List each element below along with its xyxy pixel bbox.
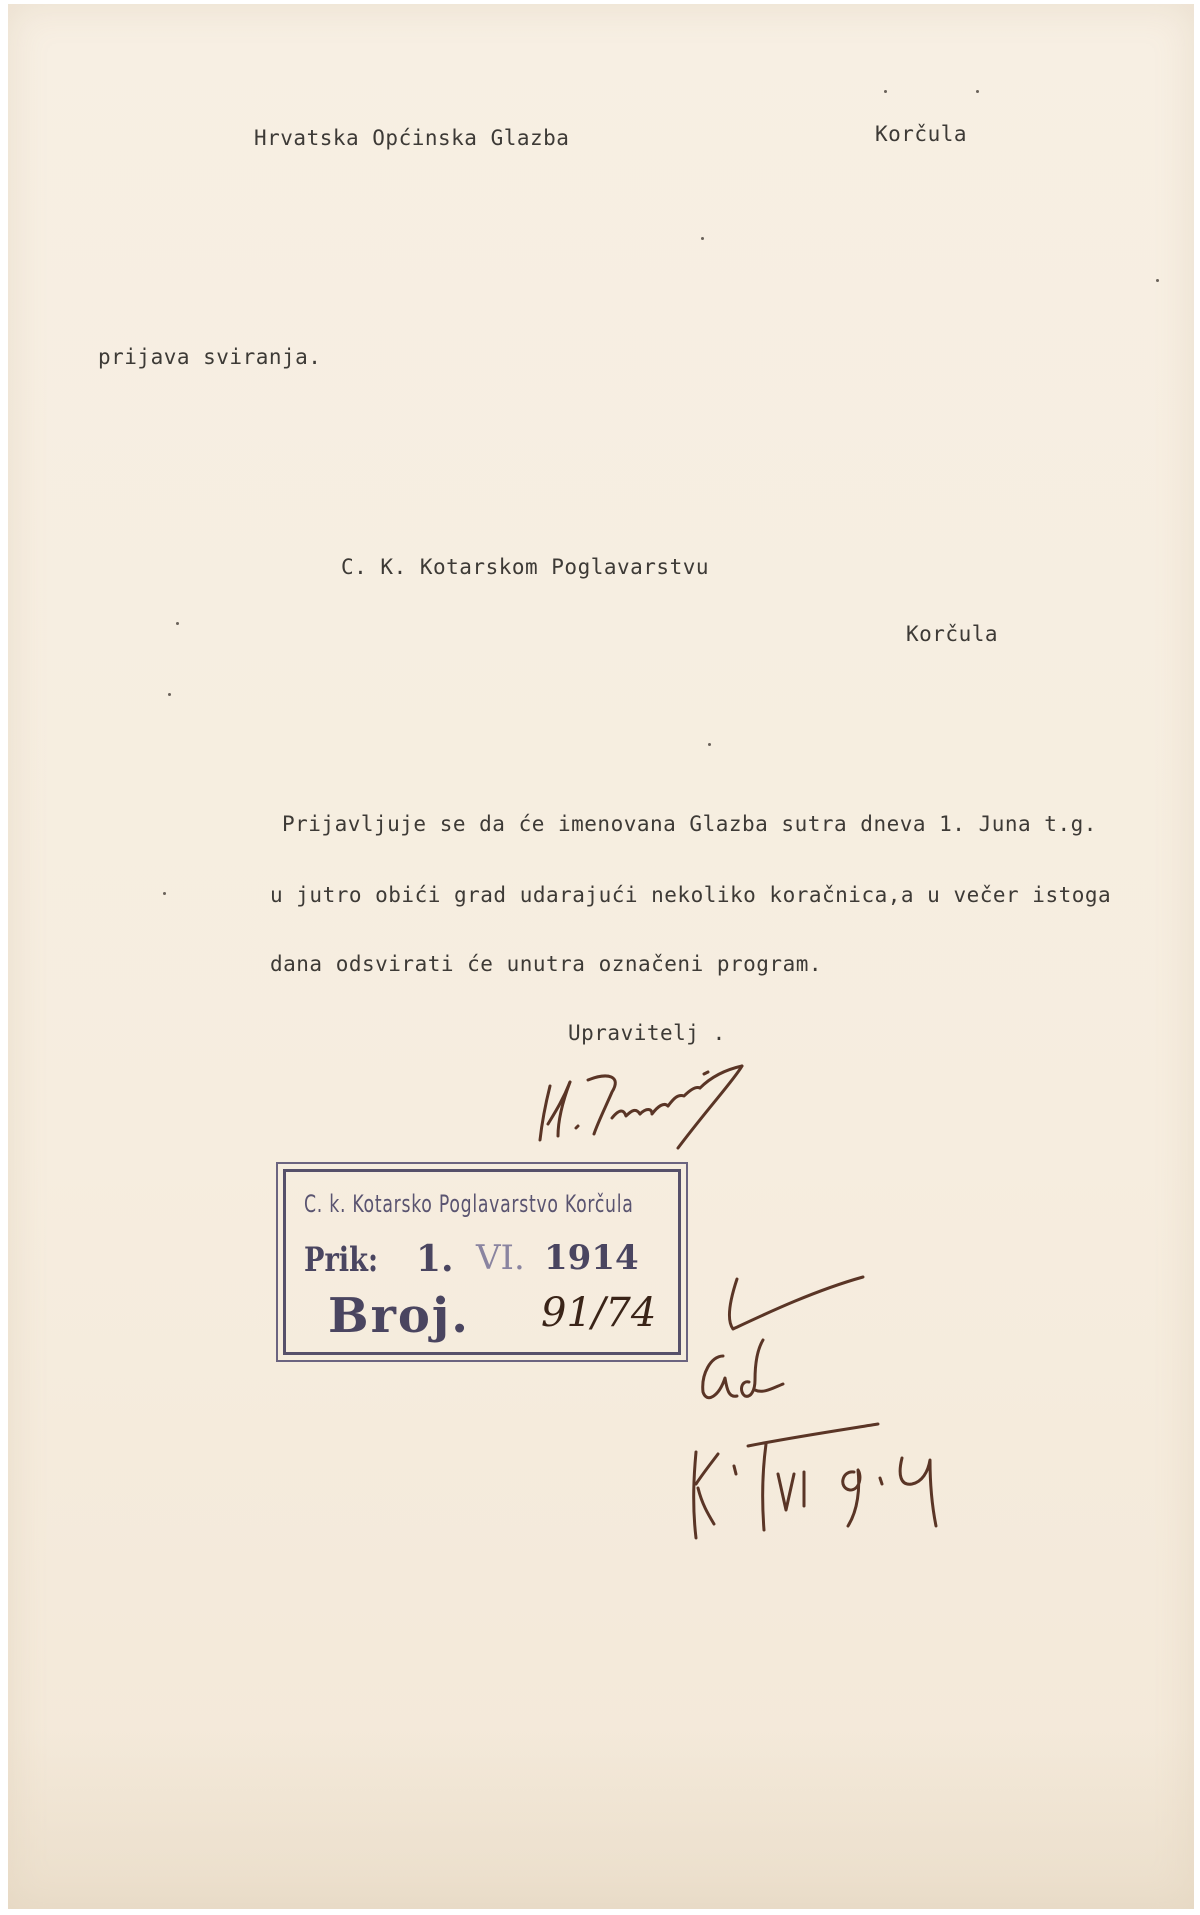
handwritten-ad-notation — [693, 1334, 803, 1414]
stamp-handwritten-number: 91/74 — [541, 1290, 657, 1336]
paper-speck — [976, 90, 979, 93]
paper-speck — [701, 237, 704, 240]
paper-speck — [1156, 279, 1159, 282]
stamp-prik-label: Prik: — [304, 1240, 379, 1280]
paper-speck — [163, 892, 166, 895]
stamp-prik-year: 1914 — [544, 1238, 639, 1278]
check-mark-notation — [723, 1269, 873, 1339]
closing-title: Upravitelj . — [568, 1021, 726, 1045]
subject-line: prijava sviranja. — [98, 345, 322, 369]
paper-speck — [168, 693, 171, 696]
document-page — [8, 4, 1194, 1909]
paper-speck — [884, 90, 887, 93]
body-line-3: dana odsvirati će unutra označeni program. — [270, 952, 823, 976]
stamp-broj-label: Broj. — [328, 1288, 470, 1344]
body-line-1: Prijavljuje se da će imenovana Glazba sutra dneva 1. Juna t.g. — [282, 812, 1097, 836]
stamp-prik-day: 1. — [416, 1238, 454, 1280]
recipient-name: C. K. Kotarskom Poglavarstvu — [341, 555, 710, 579]
letterhead-organization: Hrvatska Općinska Glazba — [254, 126, 570, 150]
body-line-2: u jutro obići grad udarajući nekoliko koračnica,a u večer istoga — [270, 883, 1112, 907]
handwritten-date-notation — [678, 1414, 958, 1544]
paper-speck — [708, 743, 711, 746]
receipt-stamp — [283, 1169, 681, 1355]
letterhead-place: Korčula — [875, 122, 968, 146]
paper-speck — [176, 622, 179, 625]
recipient-place: Korčula — [906, 622, 999, 646]
stamp-header: C. k. Kotarsko Poglavarstvo Korčula — [304, 1190, 634, 1218]
stamp-prik-month: VI. — [476, 1238, 525, 1278]
upravitelj-signature — [528, 1052, 758, 1152]
